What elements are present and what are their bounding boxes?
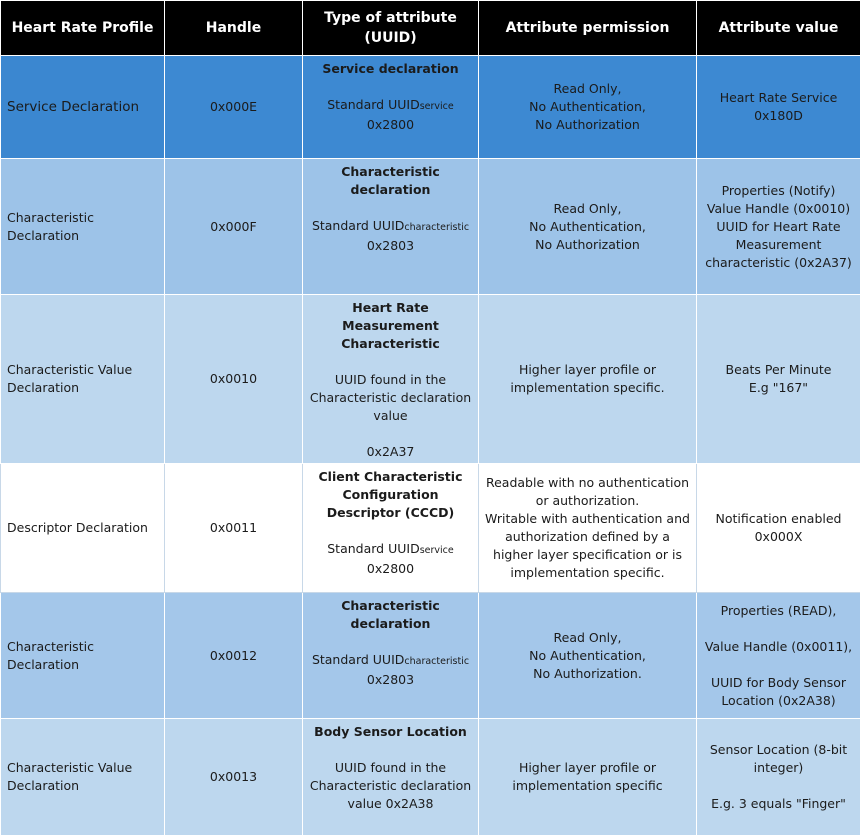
table-row — [1, 159, 860, 295]
type-body: UUID found in the Characteristic declaration value — [309, 371, 472, 425]
row-value: Sensor Location (8-bit integer) E.g. 3 equals "Finger" — [697, 719, 860, 836]
row-permission: Higher layer profile or implementation specific — [479, 719, 697, 836]
type-code: 0x2803 — [309, 237, 472, 255]
row-name: Descriptor Declaration — [1, 464, 165, 593]
row-type — [303, 159, 479, 295]
type-code: 0x2800 — [309, 560, 472, 578]
table-row — [1, 56, 860, 159]
header-handle: Handle — [165, 1, 303, 56]
type-body: UUID found in the Characteristic declaration value 0x2A38 — [309, 759, 472, 813]
row-value: Properties (READ), Value Handle (0x0011), UUID for Body Sensor Location (0x2A38) — [697, 593, 860, 719]
row-type — [303, 295, 479, 464]
row-value: Beats Per Minute E.g "167" — [697, 295, 860, 464]
row-handle: 0x0013 — [165, 719, 303, 836]
row-permission: Higher layer profile or implementation specific. — [479, 295, 697, 464]
row-type — [303, 56, 479, 159]
row-handle: 0x000E — [165, 56, 303, 159]
type-code: 0x2A37 — [309, 443, 472, 461]
row-type — [303, 719, 479, 836]
row-name: Characteristic Value Declaration — [1, 295, 165, 464]
table-row — [1, 719, 860, 836]
row-name: Characteristic Value Declaration — [1, 719, 165, 836]
row-handle: 0x0012 — [165, 593, 303, 719]
header-row — [1, 1, 860, 56]
type-title: Body Sensor Location — [309, 723, 472, 741]
row-permission: Readable with no authentication or authorization. Writable with authentication and authorization defined by a higher layer specification or is implementation specific. — [479, 464, 697, 593]
table-row — [1, 593, 860, 719]
row-permission: Read Only, No Authentication, No Authorization — [479, 159, 697, 295]
row-name: Characteristic Declaration — [1, 593, 165, 719]
row-type — [303, 593, 479, 719]
type-uuid: Standard UUIDcharacteristic — [309, 651, 472, 671]
type-title: Service declaration — [309, 60, 472, 78]
row-name: Characteristic Declaration — [1, 159, 165, 295]
row-type — [303, 464, 479, 593]
row-value: Heart Rate Service 0x180D — [697, 56, 860, 159]
type-title: Characteristic declaration — [309, 597, 472, 633]
type-title: Client Characteristic Configuration Descriptor (CCCD) — [309, 468, 472, 522]
header-profile: Heart Rate Profile — [1, 1, 165, 56]
row-value: Notification enabled 0x000X — [697, 464, 860, 593]
header-value: Attribute value — [697, 1, 860, 56]
type-uuid: Standard UUIDcharacteristic — [309, 217, 472, 237]
table-row — [1, 295, 860, 464]
table-row — [1, 464, 860, 593]
type-code: 0x2800 — [309, 116, 472, 134]
type-title: Heart Rate Measurement Characteristic — [309, 299, 472, 353]
row-name: Service Declaration — [1, 56, 165, 159]
type-title: Characteristic declaration — [309, 163, 472, 199]
row-value: Properties (Notify) Value Handle (0x0010) UUID for Heart Rate Measurement characteristic (0x2A37) — [697, 159, 860, 295]
row-handle: 0x0010 — [165, 295, 303, 464]
row-permission: Read Only, No Authentication, No Authorization — [479, 56, 697, 159]
type-code: 0x2803 — [309, 671, 472, 689]
row-permission: Read Only, No Authentication, No Authorization. — [479, 593, 697, 719]
header-permission: Attribute permission — [479, 1, 697, 56]
header-type: Type of attribute (UUID) — [303, 1, 479, 56]
row-handle: 0x0011 — [165, 464, 303, 593]
type-uuid: Standard UUIDservice — [309, 540, 472, 560]
row-handle: 0x000F — [165, 159, 303, 295]
type-uuid: Standard UUIDservice — [309, 96, 472, 116]
